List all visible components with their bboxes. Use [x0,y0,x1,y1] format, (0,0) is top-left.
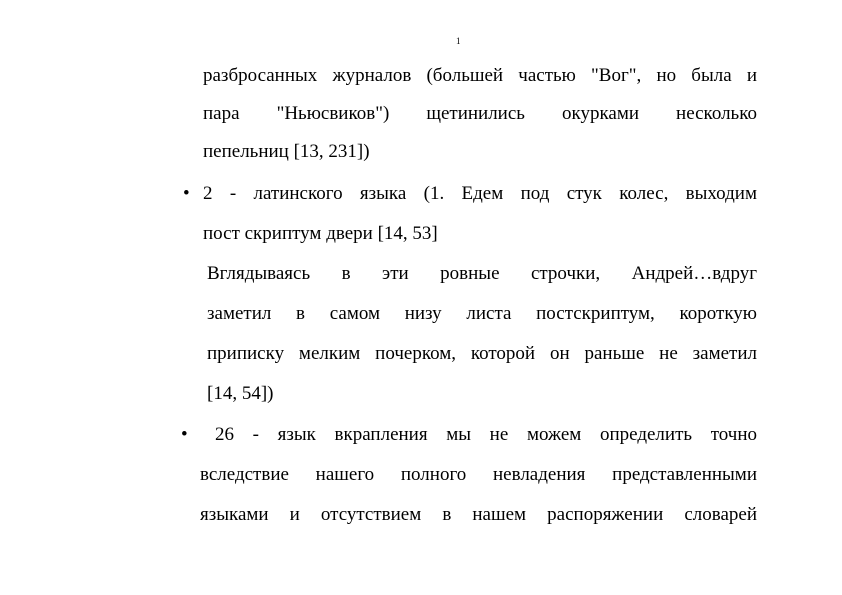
bullet-2: • [181,424,188,445]
text-line-4: 2 - латинского языка (1. Едем под стук колес, выходим [203,183,757,204]
page-number: 1 [456,36,461,46]
bullet-1: • [183,183,190,204]
text-line-5: пост скриптум двери [14, 53] [203,223,438,244]
text-line-6: Вглядываясь в эти ровные строчки, Андрей…вдруг [207,263,757,284]
text-line-1: разбросанных журналов (большей частью "Вог", но была и [203,65,757,86]
text-line-3: пепельниц [13, 231]) [203,141,370,162]
text-line-8: приписку мелким почерком, которой он раньше не заметил [207,343,757,364]
text-line-7: заметил в самом низу листа постскриптум, короткую [207,303,757,324]
text-line-12: языками и отсутствием в нашем распоряжении словарей [200,504,757,525]
text-line-2: пара "Ньюсвиков") щетинились окурками несколько [203,103,757,124]
text-line-9: [14, 54]) [207,383,274,404]
text-line-10: 26 - язык вкрапления мы не можем определить точно [215,424,757,445]
text-line-11: вследствие нашего полного невладения представленными [200,464,757,485]
